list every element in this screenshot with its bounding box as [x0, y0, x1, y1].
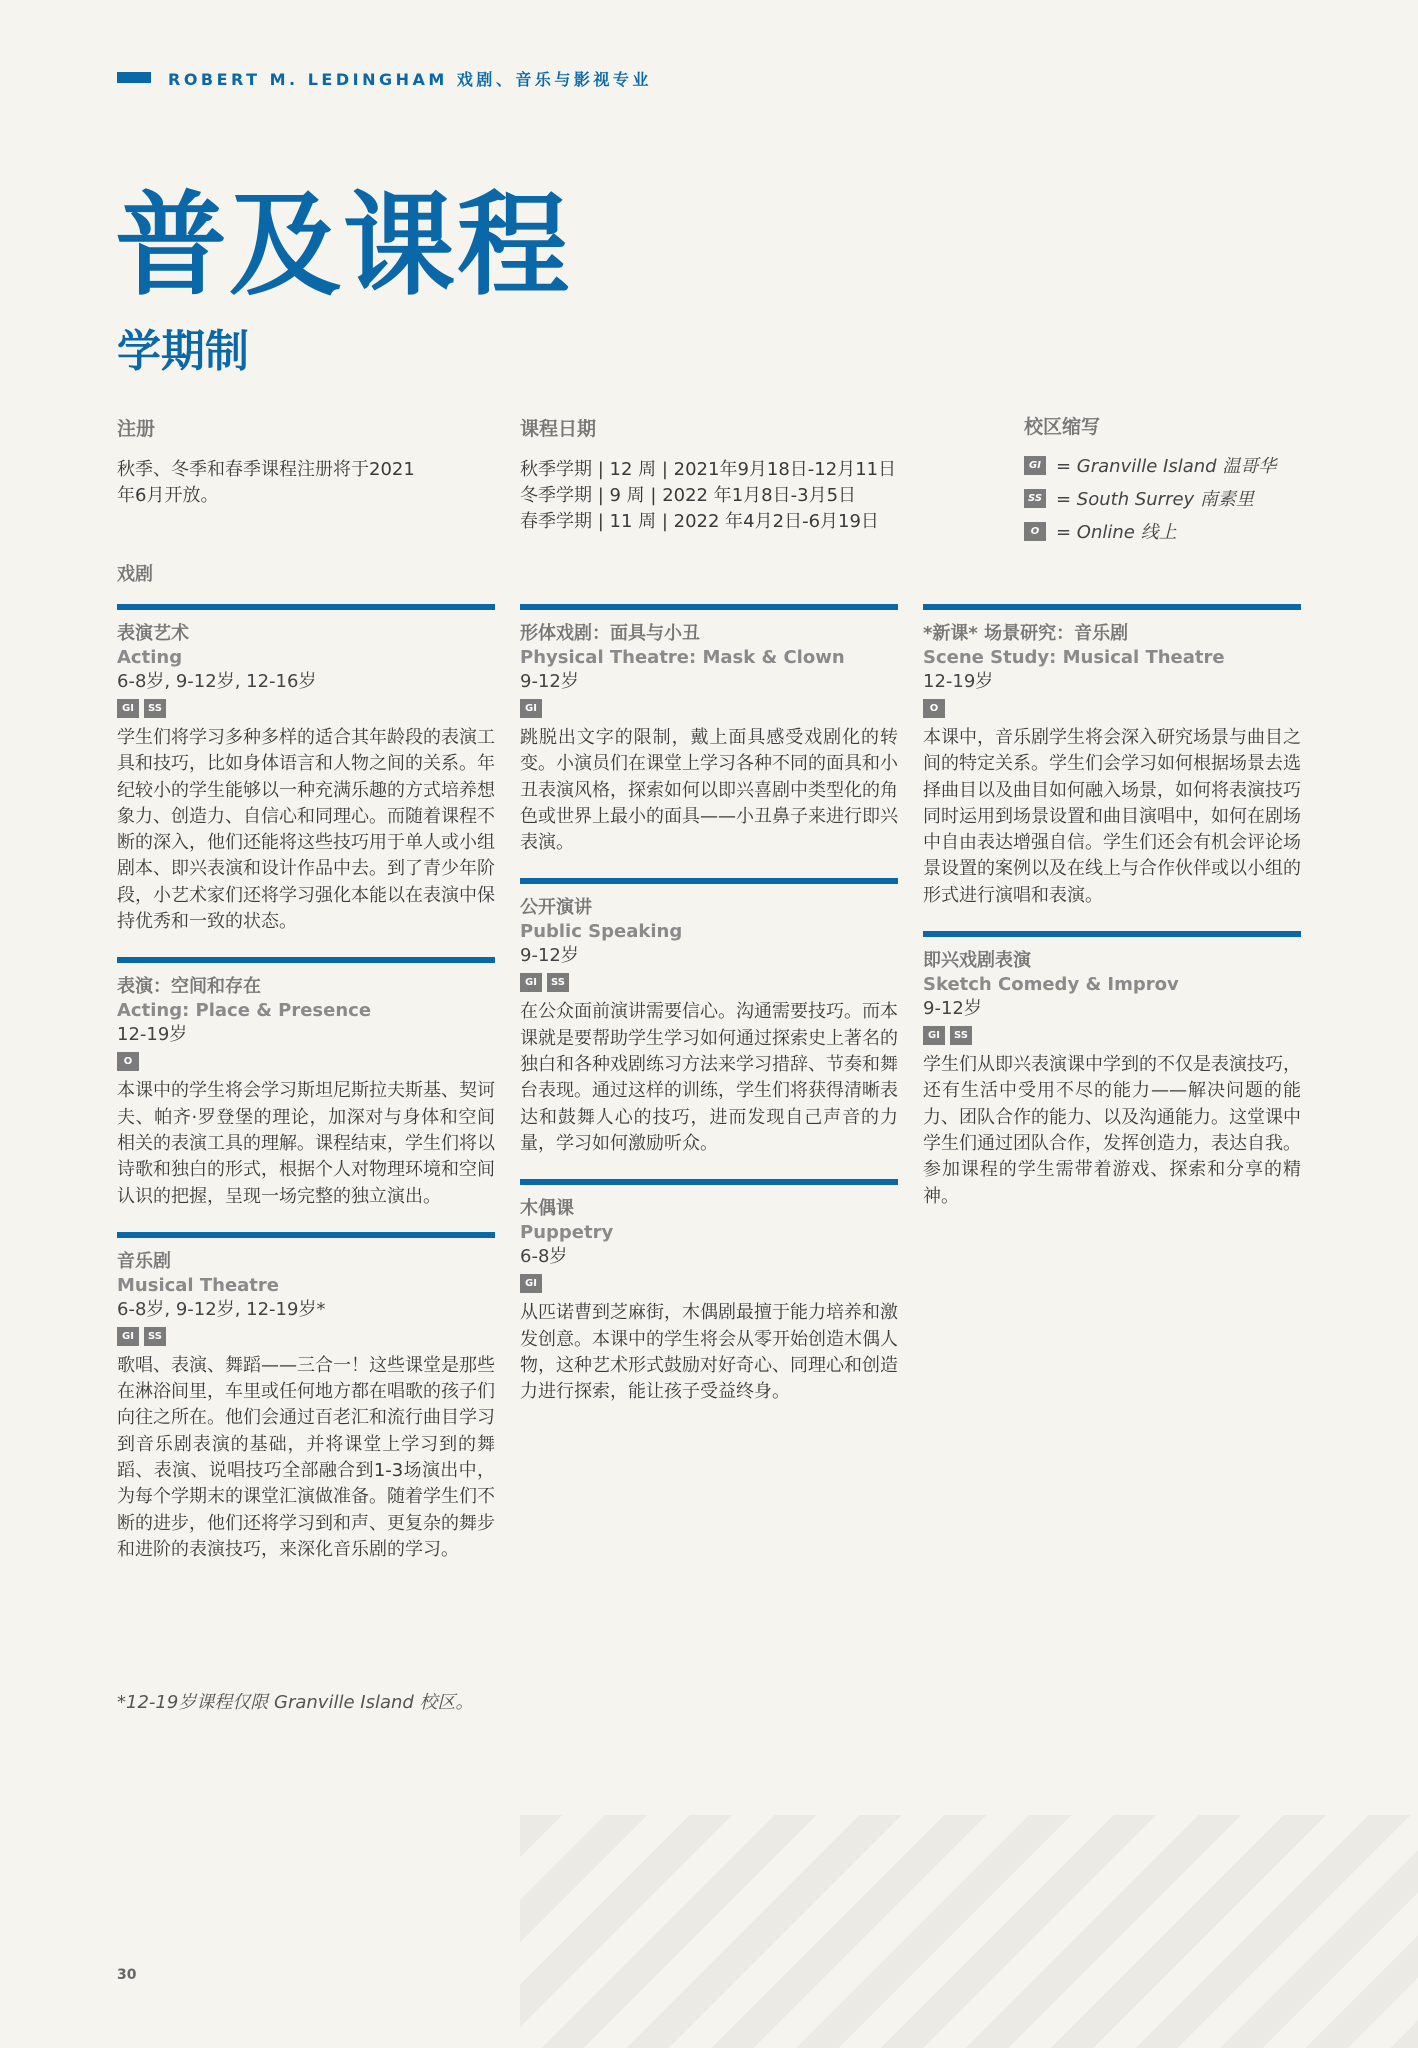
campus-label: = South Surrey 南素里 [1056, 489, 1254, 510]
campus-badge: O [117, 1052, 139, 1071]
course-campus-badges [520, 698, 898, 718]
campus-badge: O [923, 699, 945, 718]
campus-badge: GI [520, 973, 542, 992]
course-card [520, 604, 898, 856]
course-age-range: 12-19岁 [117, 1024, 188, 1046]
course-card [117, 1232, 495, 1563]
course-description: 本课中，音乐剧学生将会深入研究场景与曲目之间的特定关系。学生们会学习如何根据场景去选择曲目以及曲目如何融入场景，如何将表演技巧同时运用到场景设置和曲目演唱中，如何在剧场中自由表达增强自信。学生们还会有机会评论场景设置的案例以及在线上与合作伙伴或以小组的形式进行演唱和表演。 [923, 727, 1301, 906]
date-line-winter: 冬季学期 | 9 周 | 2022 年1月8日-3月5日 [520, 485, 857, 506]
campus-badge: SS [144, 1327, 166, 1346]
campus-badge: SS [144, 699, 166, 718]
course-english-title: Physical Theatre: Mask & Clown [520, 647, 845, 668]
campus-legend-ss [1024, 485, 1254, 511]
course-column-3 [923, 604, 1301, 1210]
course-description: 跳脱出文字的限制，戴上面具感受戏剧化的转变。小演员们在课堂上学习各种不同的面具和小丑表演风格，探索如何以即兴喜剧中类型化的角色或世界上最小的面具——小丑鼻子来进行即兴表演。 [520, 727, 898, 854]
course-english-title: Public Speaking [520, 921, 683, 943]
decorative-stripes [520, 1815, 1418, 2048]
date-line-fall: 秋季学期 | 12 周 | 2021年9月18日-12月11日 [520, 459, 897, 480]
course-campus-badges [117, 1326, 495, 1346]
course-divider [520, 604, 898, 610]
registration-body: 秋季、冬季和春季课程注册将于2021 年6月开放。 [117, 459, 415, 506]
campus-legend-online [1024, 518, 1177, 544]
course-campus-badges [117, 698, 495, 718]
course-title: 木偶课 [520, 1198, 574, 1220]
course-english-title: Acting [117, 647, 183, 668]
header-program-name: ROBERT M. LEDINGHAM 戏剧、音乐与影视专业 [168, 70, 652, 89]
course-card [520, 1179, 898, 1405]
course-age-range: 9-12岁 [520, 945, 579, 967]
course-age-range: 6-8岁, 9-12岁, 12-19岁* [117, 1298, 326, 1320]
course-campus-badges [520, 972, 898, 992]
page-title: 普及课程 [115, 181, 571, 311]
course-card [923, 604, 1301, 909]
page-number: 30 [117, 1967, 137, 1983]
course-age-range: 6-8岁, 9-12岁, 12-16岁 [117, 671, 317, 692]
course-divider [117, 604, 495, 610]
header-accent-bar [117, 72, 151, 83]
course-age-range: 9-12岁 [520, 671, 579, 692]
course-divider [520, 1179, 898, 1185]
course-campus-badges [923, 698, 1301, 718]
course-card [117, 604, 495, 935]
course-english-title: Puppetry [520, 1222, 614, 1244]
course-description: 本课中的学生将会学习斯坦尼斯拉夫斯基、契诃夫、帕齐·罗登堡的理论，加深对与身体和空间相关的表演工具的理解。课程结束，学生们将以诗歌和独白的形式，根据个人对物理环境和空间认识的把握，呈现一场完整的独立演出。 [117, 1080, 495, 1207]
campus-badge: SS [1024, 489, 1046, 508]
campus-badge: SS [547, 973, 569, 992]
course-description: 在公众面前演讲需要信心。沟通需要技巧。而本课就是要帮助学生学习如何通过探索史上著名的独白和各种戏剧练习方法来学习措辞、节奏和舞台表现。通过这样的训练，学生们将获得清晰表达和鼓舞人心的技巧，进而发现自己声音的力量，学习如何激励听众。 [520, 1001, 898, 1154]
campus-legend-gi [1024, 452, 1276, 478]
course-divider [117, 957, 495, 963]
course-divider [923, 931, 1301, 937]
course-description: 歌唱、表演、舞蹈——三合一！这些课堂是那些在淋浴间里，车里或任何地方都在唱歌的孩子们向往之所在。他们会通过百老汇和流行曲目学习到音乐剧表演的基础，并将课堂上学习到的舞蹈、表演、说唱技巧全部融合到1-3场演出中，为每个学期末的课堂汇演做准备。随着学生们不断的进步，他们还将学习到和声、更复杂的舞步和进阶的表演技巧，来深化音乐剧的学习。 [117, 1354, 495, 1560]
section-label-drama: 戏剧 [117, 564, 153, 585]
registration-heading: 注册 [117, 418, 156, 440]
course-column-2 [520, 604, 898, 1405]
course-divider [117, 1232, 495, 1238]
campus-heading: 校区缩写 [1024, 416, 1101, 438]
campus-badge: O [1024, 522, 1046, 541]
course-english-title: Musical Theatre [117, 1274, 279, 1296]
course-card [923, 931, 1301, 1210]
campus-badge: GI [520, 699, 542, 718]
campus-badge: GI [923, 1026, 945, 1045]
course-campus-badges [923, 1025, 1301, 1045]
course-description: 从匹诺曹到芝麻街，木偶剧最擅于能力培养和激发创意。本课中的学生将会从零开始创造木偶人物，这种艺术形式鼓励对好奇心、同理心和创造力进行探索，能让孩子受益终身。 [520, 1302, 898, 1403]
course-english-title: Acting: Place & Presence [117, 1000, 372, 1022]
dates-block [520, 414, 920, 535]
campus-label: = Granville Island 温哥华 [1056, 456, 1277, 477]
course-card [117, 957, 495, 1209]
course-age-range: 12-19岁 [923, 671, 994, 692]
course-description: 学生们从即兴表演课中学到的不仅是表演技巧，还有生活中受用不尽的能力——解决问题的能力、团队合作的能力、以及沟通能力。这堂课中学生们通过团队合作，发挥创造力，表达自我。参加课程的学生需带着游戏、探索和分享的精神。 [923, 1054, 1301, 1207]
course-campus-badges [117, 1051, 495, 1071]
date-line-spring: 春季学期 | 11 周 | 2022 年4月2日-6月19日 [520, 511, 879, 532]
course-title: 表演艺术 [117, 623, 189, 644]
course-column-1 [117, 604, 495, 1563]
campus-badge: SS [950, 1026, 972, 1045]
course-english-title: Scene Study: Musical Theatre [923, 647, 1225, 668]
course-title: 音乐剧 [117, 1250, 171, 1272]
course-divider [923, 604, 1301, 610]
course-divider [520, 878, 898, 884]
course-title: 即兴戏剧表演 [923, 950, 1031, 972]
course-campus-badges [520, 1273, 898, 1293]
campus-badge: GI [1024, 456, 1046, 475]
course-age-range: 9-12岁 [923, 998, 982, 1020]
registration-block [117, 414, 477, 509]
campus-badge: GI [520, 1274, 542, 1293]
course-title: 表演：空间和存在 [117, 976, 261, 998]
course-age-range: 6-8岁 [520, 1246, 568, 1268]
footnote: *12-19岁课程仅限 Granville Island 校区。 [117, 1692, 474, 1713]
campus-label: = Online 线上 [1056, 522, 1177, 543]
course-title: 形体戏剧：面具与小丑 [520, 623, 700, 644]
campus-badge: GI [117, 1327, 139, 1346]
dates-heading: 课程日期 [520, 418, 597, 440]
course-english-title: Sketch Comedy & Improv [923, 974, 1179, 996]
campus-badge: GI [117, 699, 139, 718]
course-title: 公开演讲 [520, 897, 592, 919]
course-title: *新课* 场景研究：音乐剧 [923, 623, 1129, 644]
course-description: 学生们将学习多种多样的适合其年龄段的表演工具和技巧，比如身体语言和人物之间的关系。年纪较小的学生能够以一种充满乐趣的方式培养想象力、创造力、自信心和同理心。而随着课程不断的深入，他们还能将这些技巧用于单人或小组剧本、即兴表演和设计作品中去。到了青少年阶段，小艺术家们还将学习强化本能以在表演中保持优秀和一致的状态。 [117, 727, 495, 933]
course-card [520, 878, 898, 1157]
page-subtitle: 学期制 [117, 326, 249, 377]
